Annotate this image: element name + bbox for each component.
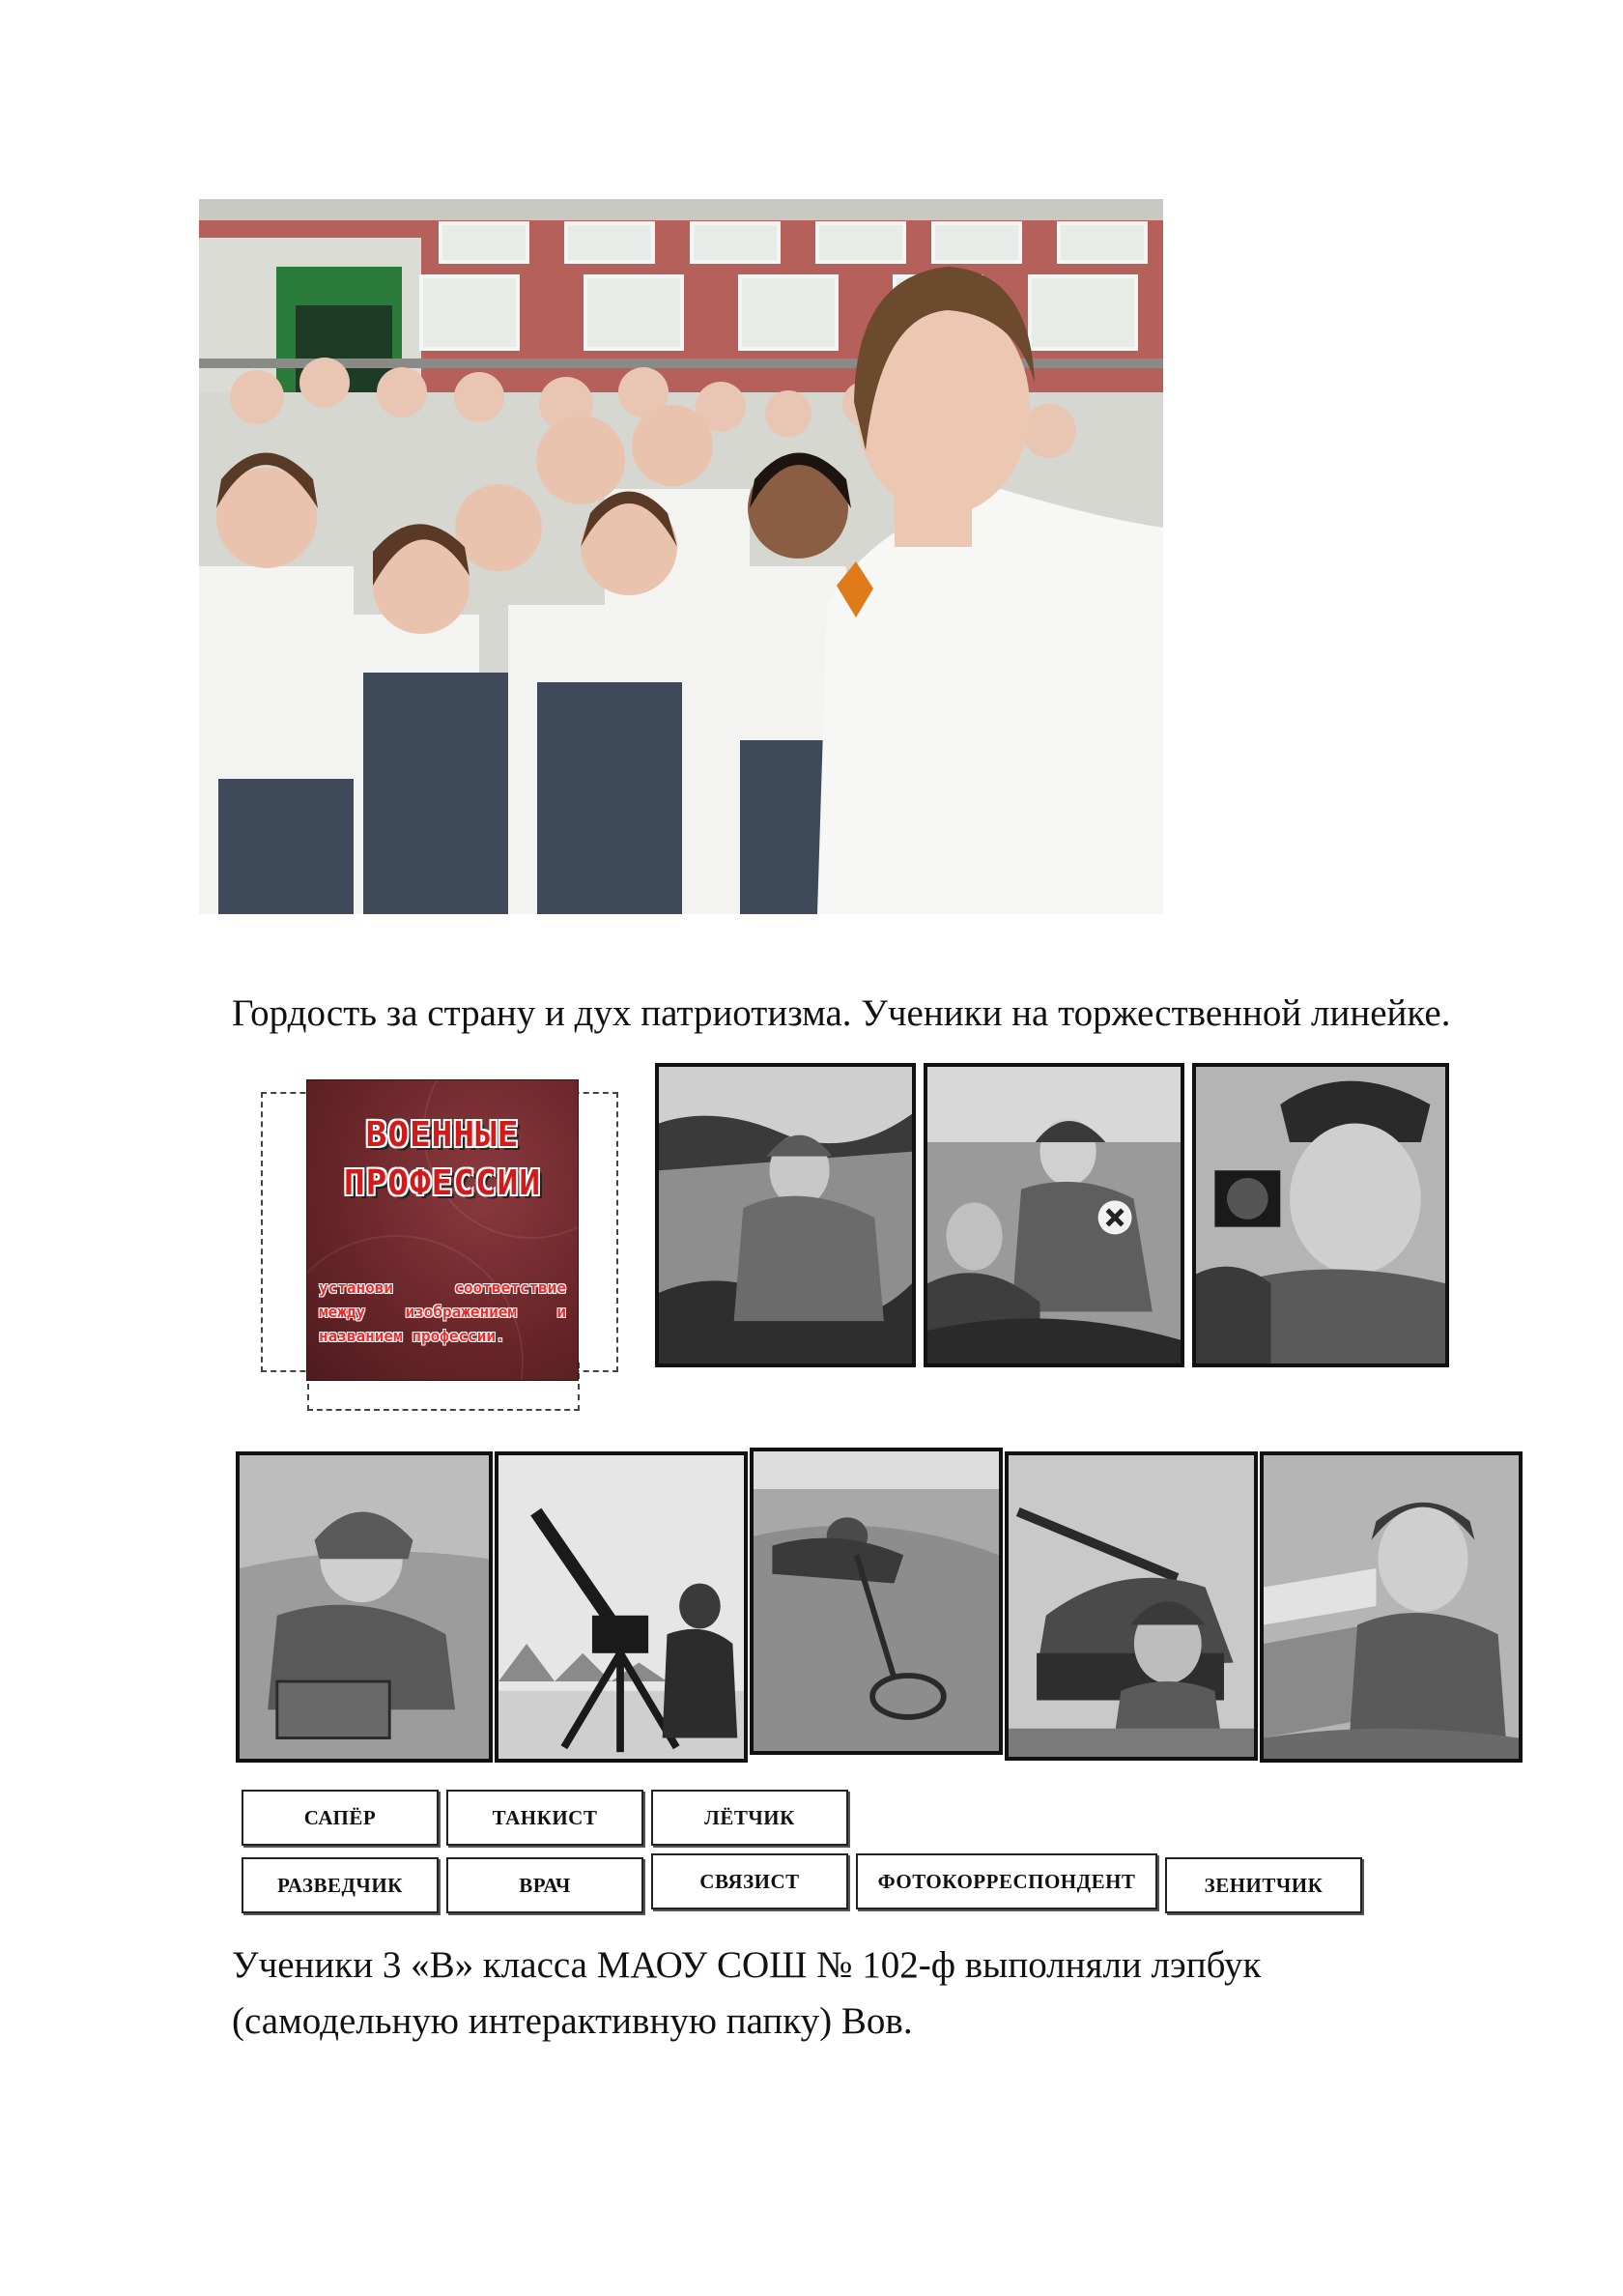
label-card: ФОТОКОРРЕСПОНДЕНТ bbox=[856, 1853, 1157, 1909]
lapbook-image bbox=[232, 1063, 1526, 1913]
anti-aircraft-gunner-photo bbox=[495, 1451, 748, 1763]
label-card: САПЁР bbox=[242, 1790, 439, 1846]
caption-line: (самодельную интерактивную папку) Вов. bbox=[232, 2000, 913, 2042]
caption-line: Ученики 3 «В» класса МАОУ СОШ № 102-ф выполняли лэпбук bbox=[232, 1944, 1262, 1986]
label-card: ТАНКИСТ bbox=[446, 1790, 643, 1846]
pilot-photo bbox=[1260, 1451, 1523, 1763]
scout-soldier-photo bbox=[655, 1063, 916, 1367]
cover-instruction: установи соответствие между изображением и названием профессии. bbox=[319, 1278, 566, 1345]
sapper-photo bbox=[750, 1448, 1003, 1755]
label-card: ЛЁТЧИК bbox=[651, 1790, 848, 1846]
label-card: ВРАЧ bbox=[446, 1857, 643, 1913]
photographer-photo bbox=[1192, 1063, 1449, 1367]
label-card: РАЗВЕДЧИК bbox=[242, 1857, 439, 1913]
cover-title-line: ПРОФЕССИИ bbox=[343, 1163, 542, 1203]
school-line-photo bbox=[199, 199, 1163, 914]
medic-nurse-photo bbox=[924, 1063, 1184, 1367]
lapbook-cover bbox=[307, 1080, 578, 1380]
label-card: ЗЕНИТЧИК bbox=[1165, 1857, 1362, 1913]
label-card: СВЯЗИСТ bbox=[651, 1853, 848, 1909]
signalman-photo bbox=[236, 1451, 493, 1763]
photo-caption: Гордость за страну и дух патриотизма. Ученики на торжественной линейке. bbox=[232, 992, 1451, 1034]
lapbook-caption bbox=[232, 1937, 1507, 2050]
cover-title-line: ВОЕННЫЕ bbox=[365, 1115, 520, 1155]
tank-crew-photo bbox=[1005, 1451, 1258, 1761]
